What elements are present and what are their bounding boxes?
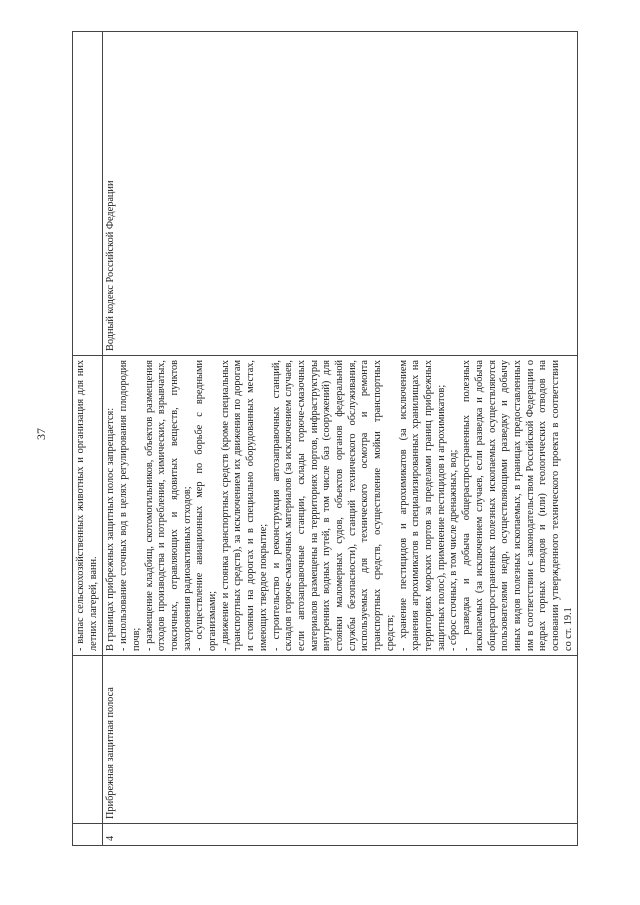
restriction-line: - использование сточных вод в целях регулирования плодородия почв; xyxy=(118,360,142,651)
restriction-line: - сброс сточных, в том числе дренажных, вод; xyxy=(448,449,460,651)
restriction-line: - хранение пестицидов и агрохимикатов (за исключением хранения агрохимикатов в специализированных хранилищах на территориях морских портов за пределами границ прибрежных защитных полос), применение пестицидов и агрохимикатов; xyxy=(397,360,447,651)
cell-num xyxy=(73,824,103,846)
page-number: 37 xyxy=(34,428,48,440)
cell-name xyxy=(73,656,103,824)
table-row xyxy=(73,32,103,846)
rotated-page-content xyxy=(72,32,574,846)
restriction-line: В границах прибрежных защитных полос запрещается: xyxy=(105,407,117,651)
cell-restrictions xyxy=(103,356,578,656)
cell-source: Водный кодекс Российской Федерации xyxy=(103,32,578,356)
cell-source xyxy=(73,32,103,356)
restrictions-table xyxy=(72,31,578,846)
cell-text: - выпас сельскохозяйственных животных и организация для них летних лагерей, ванн. xyxy=(73,356,103,656)
table-row xyxy=(103,32,578,846)
restriction-line: - осуществление авиационных мер по борьбе с вредными организмами; xyxy=(194,360,219,651)
cell-num: 4 xyxy=(103,824,578,846)
restriction-line: - разведка и добыча общераспространенных полезных ископаемых (за исключением случаев, если разведка и добыча общераспространенных полезных ископаемых осуществляются пользователями недр, осуществляющими разведку и добычу иных видов полезных ископаемых, в границах предоставленных им в соответствии с законодательством Российской Федерации о недрах горных отводов и (или) геологических отводов на основании утвержденного технического проекта в соответствии со ст. 19.1 xyxy=(461,360,574,651)
restriction-line: - строительство и реконструкция автозаправочных станций, складов горюче-смазочных материалов (за исключением случаев, если автозаправочные станции, склады горюче-смазочных материалов размещены на территориях портов, инфраструктуры внутренних водных путей, в том числе баз (сооружений) для стоянки маломерных судов, объектов органов федеральной службы безопасности), станций технического обслуживания, используемых для технического осмотра и ремонта транспортных средств, осуществление мойки транспортных средств; xyxy=(270,360,396,651)
restriction-line: - движение и стоянка транспортных средств (кроме специальных транспортных средств), за исключением их движения по дорогам и стоянки на дорогах и в специально оборудованных местах, имеющих твердое покрытие; xyxy=(219,360,269,651)
cell-name: Прибрежная защитная полоса xyxy=(103,656,578,824)
restriction-line: - размещение кладбищ, скотомогильников, объектов размещения отходов производства и потребления, химических, взрывчатых, токсичных, отравляющих и ядовитых веществ, пунктов захоронения радиоактивных отходов; xyxy=(143,360,193,651)
